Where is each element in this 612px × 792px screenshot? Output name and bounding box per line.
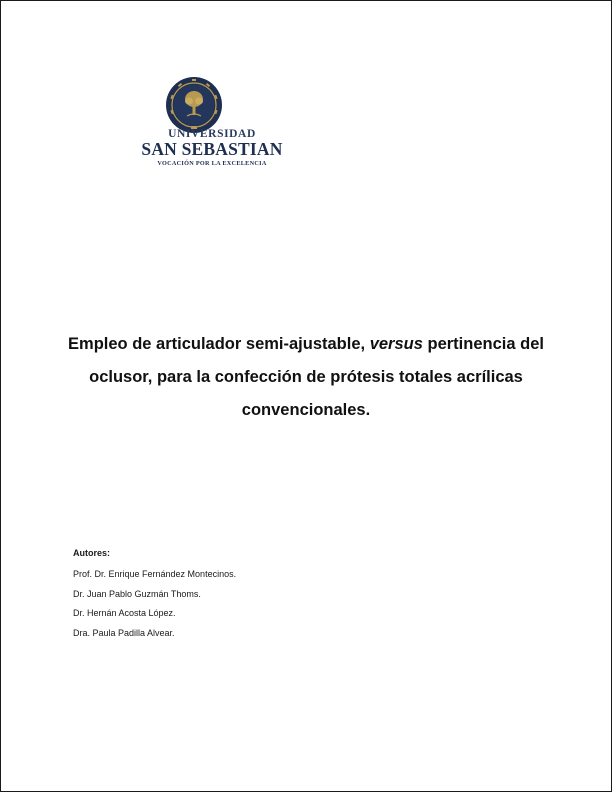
author-item: Prof. Dr. Enrique Fernández Montecinos. <box>73 569 237 579</box>
authors-section <box>73 548 236 646</box>
title-part-2: pertinencia del oclusor, para la confección de prótesis totales acrílicas convencionales. <box>89 335 544 419</box>
logo-motto: VOCACIÓN POR LA EXCELENCIA <box>157 160 267 167</box>
author-item: Dr. Juan Pablo Guzmán Thoms. <box>73 588 201 599</box>
university-logo <box>130 72 283 172</box>
university-seal-icon <box>165 76 223 134</box>
authors-heading: Autores: <box>73 548 111 558</box>
logo-university-label: UNIVERSIDAD <box>168 128 256 140</box>
author-item: Dr. Hernán Acosta López. <box>73 608 176 618</box>
author-item: Dra. Paula Padilla Alvear. <box>73 627 175 638</box>
title-part-1: Empleo de articulador semi-ajustable, <box>68 335 370 353</box>
document-title <box>40 328 572 427</box>
title-italic-word: versus <box>369 335 423 353</box>
logo-university-name: SAN SEBASTIAN <box>141 139 283 159</box>
